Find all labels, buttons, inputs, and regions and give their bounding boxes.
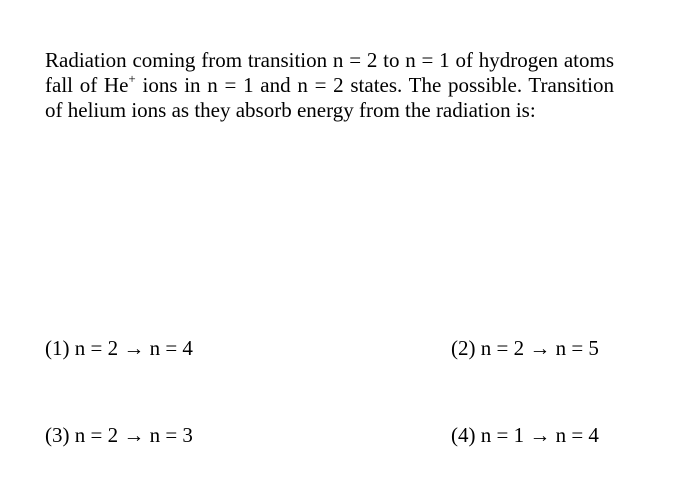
- option-4-text: n = 1 → n = 4: [480, 423, 599, 447]
- option-4-number: (4): [451, 423, 476, 447]
- option-2[interactable]: [451, 336, 599, 361]
- option-1-text: n = 2 → n = 4: [74, 336, 193, 360]
- question-text-part-2: ions in n = 1 and n = 2 states. The possible. Transition of helium ions as they absorb energy from the radiation is:: [45, 73, 614, 122]
- option-2-text: n = 2 → n = 5: [480, 336, 599, 360]
- option-2-number: (2): [451, 336, 476, 360]
- question-text: [45, 48, 614, 123]
- option-1-number: (1): [45, 336, 70, 360]
- option-4[interactable]: [451, 423, 599, 448]
- question-text-part-1: Radiation coming from transition n = 2 to n = 1 of hydrogen atoms fall of He: [45, 48, 614, 97]
- option-3[interactable]: [45, 423, 193, 448]
- option-3-number: (3): [45, 423, 70, 447]
- option-1[interactable]: [45, 336, 193, 361]
- ion-charge-superscript: +: [128, 71, 136, 86]
- option-3-text: n = 2 → n = 3: [74, 423, 193, 447]
